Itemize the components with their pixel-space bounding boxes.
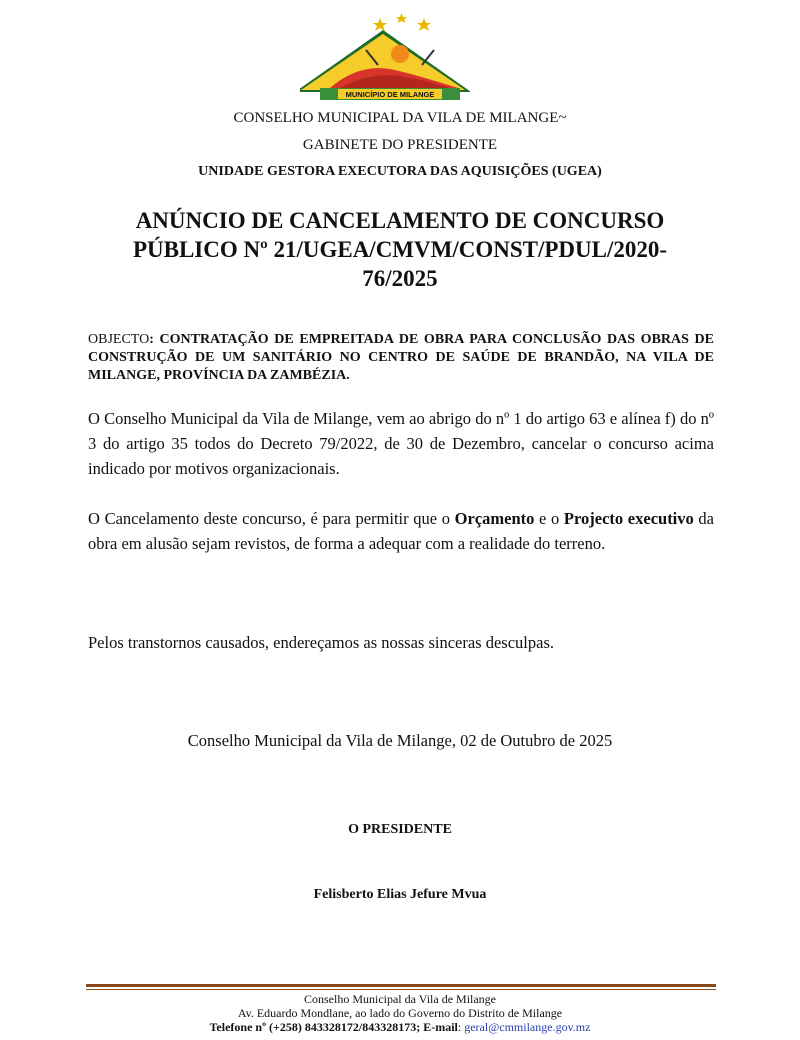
signatory-role: O PRESIDENTE xyxy=(348,822,452,837)
place-date: Conselho Municipal da Vila de Milange, 02 de Outubro de 2025 xyxy=(187,731,613,750)
logo-label: MUNICÍPIO DE MILANGE xyxy=(345,90,435,99)
footer-divider xyxy=(86,984,716,987)
paragraph-2-text-a: O Cancelamento deste concurso, é para permitir que o xyxy=(88,509,455,528)
objecto-label: OBJECTO xyxy=(88,332,150,347)
paragraph-2 xyxy=(88,506,714,556)
title-line-1: ANÚNCIO DE CANCELAMENTO DE CONCURSO xyxy=(135,208,665,233)
footer-divider-thin xyxy=(86,989,716,990)
header-unit: UNIDADE GESTORA EXECUTORA DAS AQUISIÇÕES (UGEA) xyxy=(198,164,602,179)
paragraph-1: O Conselho Municipal da Vila de Milange, vem ao abrigo do nº 1 do artigo 63 e alínea f) do nº 3 do artigo 35 todos do Decreto 79/2022, de 30 de Dezembro, cancelar o concurso acima indicado por motivos organizacionais. xyxy=(88,409,714,478)
title-line-2: PÚBLICO Nº 21/UGEA/CMVM/CONST/PDUL/2020- xyxy=(132,237,668,262)
document-title xyxy=(100,206,700,293)
star-icon xyxy=(373,13,431,31)
footer-line-2: Av. Eduardo Mondlane, ao lado do Governo do Distrito de Milange xyxy=(237,1006,563,1020)
footer-contact xyxy=(0,1020,800,1034)
objecto-section xyxy=(88,331,714,385)
footer-line-1: Conselho Municipal da Vila de Milange xyxy=(303,992,497,1006)
footer-phone: Telefone nº (+258) 843328172/843328173; E-mail xyxy=(209,1020,458,1034)
paragraph-2-text-b: e o xyxy=(534,509,564,528)
footer-colon: : xyxy=(457,1020,465,1034)
paragraph-2-bold-project: Projecto executivo xyxy=(563,509,694,528)
footer-email-link[interactable]: geral@cmmilange.gov.mz xyxy=(464,1020,591,1034)
header-council: CONSELHO MUNICIPAL DA VILA DE MILANGE~ xyxy=(233,110,567,126)
paragraph-2-text-c: da obra em alusão sejam revistos, de forma a adequar com a realidade do terreno. xyxy=(88,509,715,553)
municipality-logo xyxy=(300,10,470,102)
paragraph-2-bold-budget: Orçamento xyxy=(454,509,535,528)
header-office: GABINETE DO PRESIDENTE xyxy=(302,137,498,153)
title-line-3: 76/2025 xyxy=(362,266,438,291)
paragraph-3: Pelos transtornos causados, endereçamos as nossas sinceras desculpas. xyxy=(88,633,555,652)
sun-icon xyxy=(391,45,409,63)
objecto-text: : CONTRATAÇÃO DE EMPREITADA DE OBRA PARA CONCLUSÃO DAS OBRAS DE CONSTRUÇÃO DE UM SANITÁRIO NO CENTRO DE SAÚDE DE BRANDÃO, NA VILA DE MILANGE, PROVÍNCIA DA ZAMBÉZIA. xyxy=(88,332,714,383)
signatory-name: Felisberto Elias Jefure Mvua xyxy=(313,887,487,902)
